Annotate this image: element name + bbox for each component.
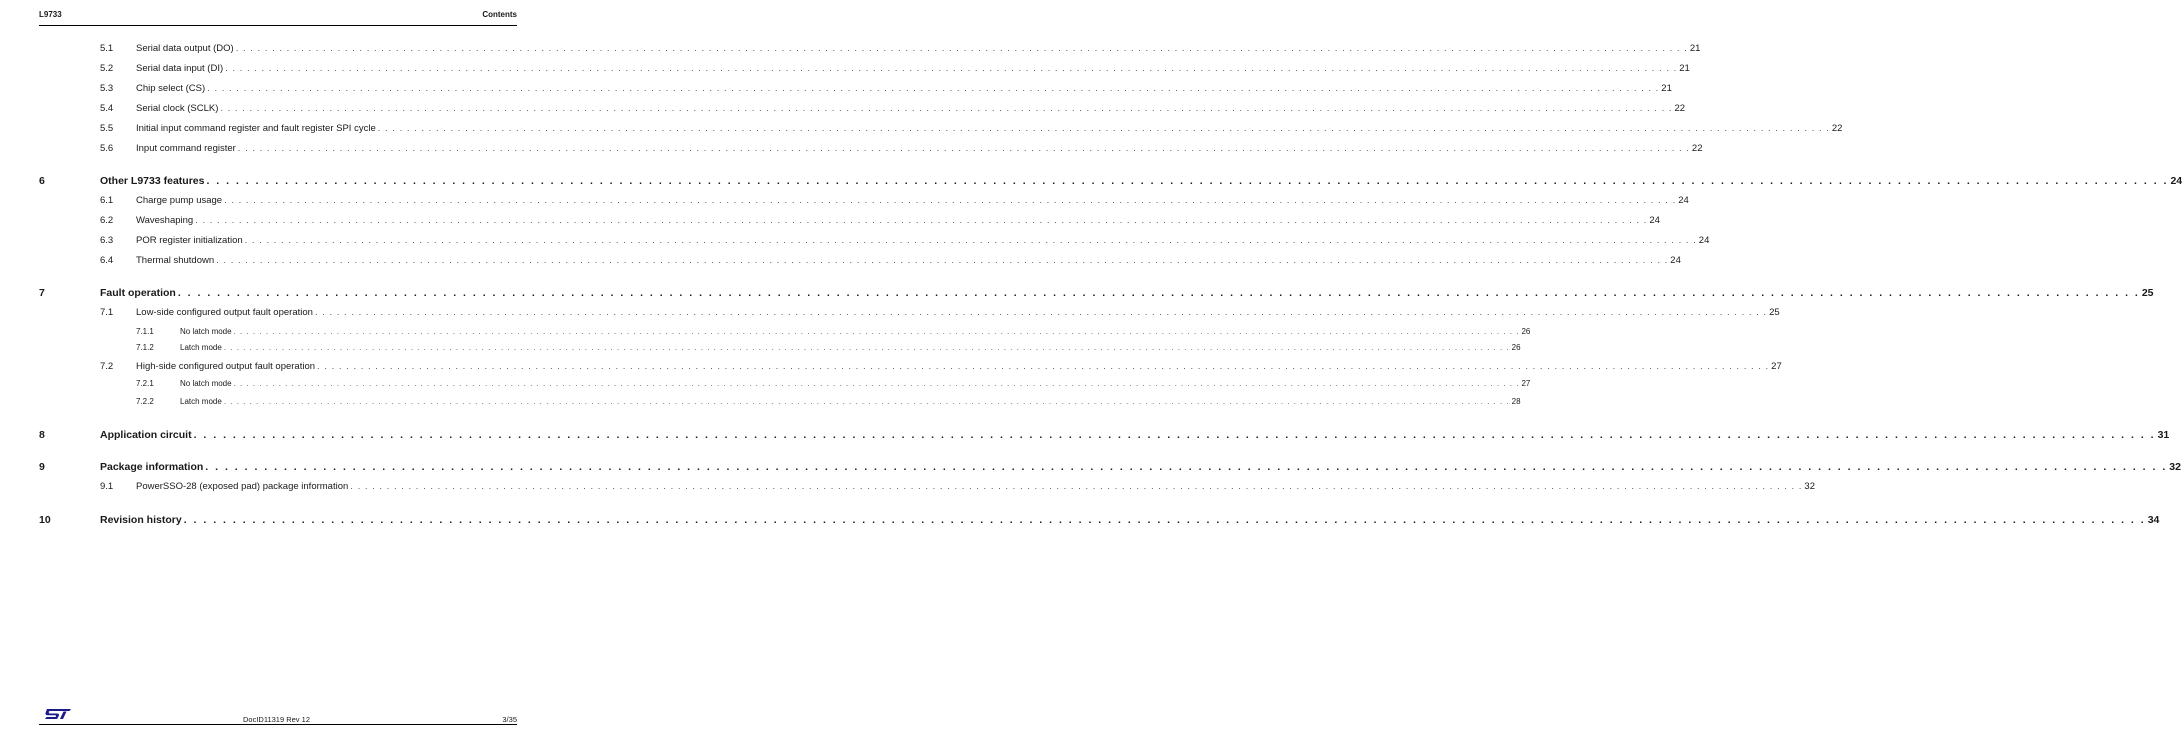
- toc-entry-number: 9.1: [100, 481, 114, 492]
- toc-entry[interactable]: [0, 429, 2170, 443]
- toc-entry-page: 32: [2169, 461, 2181, 473]
- toc-entry-line: [180, 327, 1531, 336]
- toc-entry-title: Application circuit: [100, 429, 192, 441]
- toc-entry-line: [136, 123, 1843, 134]
- toc-entry-page: 25: [2141, 287, 2154, 299]
- toc-entry-number: 7.2: [100, 361, 114, 372]
- toc-entry-line: [100, 429, 2170, 441]
- toc-entry-title: Serial data input (DI): [136, 63, 224, 74]
- toc-entry[interactable]: [0, 514, 2160, 528]
- toc-entry[interactable]: [0, 63, 1690, 77]
- toc-entry-line: [180, 343, 1521, 352]
- toc-leader-dots: . . . . . . . . . . . . . . . . . . . . . . . . . . . . . . . . . . . . . . . . . . . . . . . . . . . . . . . . . . . . . . . . . . . . . . . . . . . . . . . . . . . . . . . . . . . . . . . . . . . . . . . . . . . . . . . . . . . . . . . . . . . . . . . . . . . . . . . . . . . . . . . . . . . . . . . . . . . . . . . . . . . . . . . . . . . . . . . . . . . . . . . . . . . . . . . . . . . . . . . .: [223, 343, 1510, 352]
- toc-entry-title: POR register initialization: [136, 235, 243, 246]
- toc-entry-line: [136, 143, 1703, 154]
- toc-entry-number: 5.1: [100, 43, 114, 54]
- toc-entry-number: 10: [39, 514, 51, 526]
- toc-entry-page: 24: [1649, 215, 1660, 226]
- toc-entry-page: 34: [2147, 514, 2160, 526]
- toc-entry-number: 5.5: [100, 123, 114, 134]
- toc-leader-dots: . . . . . . . . . . . . . . . . . . . . . . . . . . . . . . . . . . . . . . . . . . . . . . . . . . . . . . . . . . . . . . . . . . . . . . . . . . . . . . . . . . . . . . . . . . . . . . . . . . . . . . . . . . . . . . . . . . . . . . . . . . . . . . . . . . . . . . . . . . . . . . . . . . . . . . . . . . . . . . . . . . . . . . . . . . . . . . . . . . . . . . . . . . . . . . . . . . . . . . . .: [317, 361, 1770, 372]
- toc-entry-line: [136, 307, 1780, 318]
- toc-entry-title: Revision history: [100, 514, 182, 526]
- toc-leader-dots: . . . . . . . . . . . . . . . . . . . . . . . . . . . . . . . . . . . . . . . . . . . . . . . . . . . . . . . . . . . . . . . . . . . . . . . . . . . . . . . . . . . . . . . . . . . . . . . . . . . . . . . . . . . . . . . . . . . . . . . . . . . . . . . . . . . . . . . . . . . . . . . . . . . . . . . . . . . . . . . . . . . . . . . . . . . . . . . . . . . . . . . . . . . . . . . . . . . . . . . .: [223, 397, 1510, 406]
- toc-entry[interactable]: [0, 361, 1782, 375]
- document-id: DocID11319 Rev 12: [243, 715, 310, 724]
- toc-entry-page: 21: [1689, 43, 1701, 54]
- toc-entry-number: 8: [39, 429, 45, 441]
- toc-leader-dots: . . . . . . . . . . . . . . . . . . . . . . . . . . . . . . . . . . . . . . . . . . . . . . . . . . . . . . . . . . . . . . . . . . . . . . . . . . . . . . . . . . . . . . . . . . . . . . . . . . . . . . . . . . . . . . . . . . . . . . . . . . . . . . . . . . . . . . . . . . . . . . . . . . . . . . . . . . . . . . . . . . . . . . . . . . . . . . . . . . . . . . . . . . . . . . . . . . . . . . . .: [177, 287, 2140, 299]
- toc-entry-line: [136, 481, 1815, 492]
- toc-entry-page: 24: [1670, 255, 1681, 266]
- toc-leader-dots: . . . . . . . . . . . . . . . . . . . . . . . . . . . . . . . . . . . . . . . . . . . . . . . . . . . . . . . . . . . . . . . . . . . . . . . . . . . . . . . . . . . . . . . . . . . . . . . . . . . . . . . . . . . . . . . . . . . . . . . . . . . . . . . . . . . . . . . . . . . . . . . . . . . . . . . . . . . . . . . . . . . . . . . . . . . . . . . . . . . . . . . . . . . . . . . . . . . . . . . .: [233, 379, 1520, 388]
- toc-entry-page: 27: [1771, 361, 1782, 372]
- toc-entry-page: 22: [1831, 123, 1843, 134]
- toc-entry-number: 9: [39, 461, 45, 473]
- toc-entry-page: 22: [1674, 103, 1686, 114]
- toc-leader-dots: . . . . . . . . . . . . . . . . . . . . . . . . . . . . . . . . . . . . . . . . . . . . . . . . . . . . . . . . . . . . . . . . . . . . . . . . . . . . . . . . . . . . . . . . . . . . . . . . . . . . . . . . . . . . . . . . . . . . . . . . . . . . . . . . . . . . . . . . . . . . . . . . . . . . . . . . . . . . . . . . . . . . . . . . . . . . . . . . . . . . . . . . . . . . . . . . . . . . . . . .: [193, 429, 2156, 441]
- toc-leader-dots: . . . . . . . . . . . . . . . . . . . . . . . . . . . . . . . . . . . . . . . . . . . . . . . . . . . . . . . . . . . . . . . . . . . . . . . . . . . . . . . . . . . . . . . . . . . . . . . . . . . . . . . . . . . . . . . . . . . . . . . . . . . . . . . . . . . . . . . . . . . . . . . . . . . . . . . . . . . . . . . . . . . . . . . . . . . . . . . . . . . . . . . . . . . . . . . . . . . . . . . .: [216, 255, 1669, 266]
- toc-entry-title: Package information: [100, 461, 204, 473]
- toc-leader-dots: . . . . . . . . . . . . . . . . . . . . . . . . . . . . . . . . . . . . . . . . . . . . . . . . . . . . . . . . . . . . . . . . . . . . . . . . . . . . . . . . . . . . . . . . . . . . . . . . . . . . . . . . . . . . . . . . . . . . . . . . . . . . . . . . . . . . . . . . . . . . . . . . . . . . . . . . . . . . . . . . . . . . . . . . . . . . . . . . . . . . . . . . . . . . . . . . . . . . . . . .: [235, 43, 1688, 54]
- toc-entry-line: [100, 287, 2154, 299]
- toc-entry-title: Thermal shutdown: [136, 255, 215, 266]
- toc-entry-number: 6.2: [100, 215, 114, 226]
- toc-entry-number: 7.2.2: [136, 397, 154, 406]
- toc-entry-title: Charge pump usage: [136, 195, 223, 206]
- toc-entry-line: [180, 397, 1521, 406]
- toc-entry-title: Serial clock (SCLK): [136, 103, 219, 114]
- toc-entry-title: No latch mode: [180, 327, 232, 336]
- toc-entry[interactable]: [0, 103, 1686, 117]
- header-divider: [39, 25, 517, 26]
- document-code: L9733: [39, 10, 62, 19]
- toc-entry-title: Initial input command register and fault register SPI cycle: [136, 123, 376, 134]
- toc-leader-dots: . . . . . . . . . . . . . . . . . . . . . . . . . . . . . . . . . . . . . . . . . . . . . . . . . . . . . . . . . . . . . . . . . . . . . . . . . . . . . . . . . . . . . . . . . . . . . . . . . . . . . . . . . . . . . . . . . . . . . . . . . . . . . . . . . . . . . . . . . . . . . . . . . . . . . . . . . . . . . . . . . . . . . . . . . . . . . . . . . . . . . . . . . . . . . . . . . . . . . . . .: [225, 63, 1678, 74]
- toc-entry-title: High-side configured output fault operation: [136, 361, 316, 372]
- toc-leader-dots: . . . . . . . . . . . . . . . . . . . . . . . . . . . . . . . . . . . . . . . . . . . . . . . . . . . . . . . . . . . . . . . . . . . . . . . . . . . . . . . . . . . . . . . . . . . . . . . . . . . . . . . . . . . . . . . . . . . . . . . . . . . . . . . . . . . . . . . . . . . . . . . . . . . . . . . . . . . . . . . . . . . . . . . . . . . . . . . . . . . . . . . . . . . . . . . . . . . . . . . .: [207, 83, 1660, 94]
- toc-entry-page: 32: [1804, 481, 1815, 492]
- toc-leader-dots: . . . . . . . . . . . . . . . . . . . . . . . . . . . . . . . . . . . . . . . . . . . . . . . . . . . . . . . . . . . . . . . . . . . . . . . . . . . . . . . . . . . . . . . . . . . . . . . . . . . . . . . . . . . . . . . . . . . . . . . . . . . . . . . . . . . . . . . . . . . . . . . . . . . . . . . . . . . . . . . . . . . . . . . . . . . . . . . . . . . . . . . . . . . . . . . . . . . . . . . .: [183, 514, 2146, 526]
- toc-entry-number: 7.1.2: [136, 343, 154, 352]
- toc-entry-title: Fault operation: [100, 287, 176, 299]
- toc-entry-line: [136, 255, 1681, 266]
- toc-entry-number: 6.3: [100, 235, 114, 246]
- toc-entry-title: Chip select (CS): [136, 83, 206, 94]
- toc-entry-number: 6.4: [100, 255, 114, 266]
- toc-leader-dots: . . . . . . . . . . . . . . . . . . . . . . . . . . . . . . . . . . . . . . . . . . . . . . . . . . . . . . . . . . . . . . . . . . . . . . . . . . . . . . . . . . . . . . . . . . . . . . . . . . . . . . . . . . . . . . . . . . . . . . . . . . . . . . . . . . . . . . . . . . . . . . . . . . . . . . . . . . . . . . . . . . . . . . . . . . . . . . . . . . . . . . . . . . . . . . . . . . . . . . . .: [195, 215, 1648, 226]
- toc-entry[interactable]: [0, 235, 1710, 249]
- toc-entry-number: 7.2.1: [136, 379, 154, 388]
- toc-entry[interactable]: [0, 379, 1531, 393]
- toc-entry-number: 6.1: [100, 195, 114, 206]
- toc-entry-title: Latch mode: [180, 397, 222, 406]
- toc-leader-dots: . . . . . . . . . . . . . . . . . . . . . . . . . . . . . . . . . . . . . . . . . . . . . . . . . . . . . . . . . . . . . . . . . . . . . . . . . . . . . . . . . . . . . . . . . . . . . . . . . . . . . . . . . . . . . . . . . . . . . . . . . . . . . . . . . . . . . . . . . . . . . . . . . . . . . . . . . . . . . . . . . . . . . . . . . . . . . . . . . . . . . . . . . . . . . . . . . . . . . . . .: [220, 103, 1673, 114]
- toc-entry-line: [136, 195, 1689, 206]
- toc-entry-page: 27: [1521, 379, 1531, 388]
- toc-entry-title: PowerSSO-28 (exposed pad) package information: [136, 481, 349, 492]
- toc-entry[interactable]: [0, 83, 1672, 97]
- toc-entry-number: 5.2: [100, 63, 114, 74]
- section-title: Contents: [482, 10, 517, 19]
- toc-entry-page: 22: [1691, 143, 1703, 154]
- toc-leader-dots: . . . . . . . . . . . . . . . . . . . . . . . . . . . . . . . . . . . . . . . . . . . . . . . . . . . . . . . . . . . . . . . . . . . . . . . . . . . . . . . . . . . . . . . . . . . . . . . . . . . . . . . . . . . . . . . . . . . . . . . . . . . . . . . . . . . . . . . . . . . . . . . . . . . . . . . . . . . . . . . . . . . . . . . . . . . . . . . . . . . . . . . . . . . . . . . . . . . . . . . .: [206, 175, 2169, 187]
- toc-leader-dots: . . . . . . . . . . . . . . . . . . . . . . . . . . . . . . . . . . . . . . . . . . . . . . . . . . . . . . . . . . . . . . . . . . . . . . . . . . . . . . . . . . . . . . . . . . . . . . . . . . . . . . . . . . . . . . . . . . . . . . . . . . . . . . . . . . . . . . . . . . . . . . . . . . . . . . . . . . . . . . . . . . . . . . . . . . . . . . . . . . . . . . . . . . . . . . . . . . . . . . . .: [244, 235, 1697, 246]
- toc-leader-dots: . . . . . . . . . . . . . . . . . . . . . . . . . . . . . . . . . . . . . . . . . . . . . . . . . . . . . . . . . . . . . . . . . . . . . . . . . . . . . . . . . . . . . . . . . . . . . . . . . . . . . . . . . . . . . . . . . . . . . . . . . . . . . . . . . . . . . . . . . . . . . . . . . . . . . . . . . . . . . . . . . . . . . . . . . . . . . . . . . . . . . . . . . . . . . . . . . . . . . . . .: [224, 195, 1677, 206]
- toc-leader-dots: . . . . . . . . . . . . . . . . . . . . . . . . . . . . . . . . . . . . . . . . . . . . . . . . . . . . . . . . . . . . . . . . . . . . . . . . . . . . . . . . . . . . . . . . . . . . . . . . . . . . . . . . . . . . . . . . . . . . . . . . . . . . . . . . . . . . . . . . . . . . . . . . . . . . . . . . . . . . . . . . . . . . . . . . . . . . . . . . . . . . . . . . . . . . . . . . . . . . . . . .: [314, 307, 1768, 318]
- toc-entry-page: 24: [2170, 175, 2182, 187]
- toc-entry-title: Serial data output (DO): [136, 43, 234, 54]
- toc-entry[interactable]: [0, 215, 1660, 229]
- page-number: 3/35: [502, 715, 517, 724]
- toc-entry[interactable]: [0, 195, 1689, 209]
- toc-leader-dots: . . . . . . . . . . . . . . . . . . . . . . . . . . . . . . . . . . . . . . . . . . . . . . . . . . . . . . . . . . . . . . . . . . . . . . . . . . . . . . . . . . . . . . . . . . . . . . . . . . . . . . . . . . . . . . . . . . . . . . . . . . . . . . . . . . . . . . . . . . . . . . . . . . . . . . . . . . . . . . . . . . . . . . . . . . . . . . . . . . . . . . . . . . . . . . . . . . . . . . . .: [205, 461, 2168, 473]
- toc-entry-line: [136, 235, 1710, 246]
- toc-entry[interactable]: [0, 481, 1815, 495]
- toc-leader-dots: . . . . . . . . . . . . . . . . . . . . . . . . . . . . . . . . . . . . . . . . . . . . . . . . . . . . . . . . . . . . . . . . . . . . . . . . . . . . . . . . . . . . . . . . . . . . . . . . . . . . . . . . . . . . . . . . . . . . . . . . . . . . . . . . . . . . . . . . . . . . . . . . . . . . . . . . . . . . . . . . . . . . . . . . . . . . . . . . . . . . . . . . . . . . . . . . . . . . . . . .: [237, 143, 1690, 154]
- toc-entry-title: Waveshaping: [136, 215, 194, 226]
- toc-leader-dots: . . . . . . . . . . . . . . . . . . . . . . . . . . . . . . . . . . . . . . . . . . . . . . . . . . . . . . . . . . . . . . . . . . . . . . . . . . . . . . . . . . . . . . . . . . . . . . . . . . . . . . . . . . . . . . . . . . . . . . . . . . . . . . . . . . . . . . . . . . . . . . . . . . . . . . . . . . . . . . . . . . . . . . . . . . . . . . . . . . . . . . . . . . . . . . . . . . . . . . . .: [233, 327, 1520, 336]
- toc-entry-line: [100, 461, 2181, 473]
- toc-entry[interactable]: [0, 461, 2181, 475]
- footer-divider: [39, 724, 517, 725]
- toc-entry-page: 26: [1521, 327, 1531, 336]
- toc-entry-line: [136, 103, 1686, 114]
- toc-entry-number: 7: [39, 287, 45, 299]
- toc-entry-line: [180, 379, 1531, 388]
- toc-entry-number: 7.1.1: [136, 327, 154, 336]
- toc-leader-dots: . . . . . . . . . . . . . . . . . . . . . . . . . . . . . . . . . . . . . . . . . . . . . . . . . . . . . . . . . . . . . . . . . . . . . . . . . . . . . . . . . . . . . . . . . . . . . . . . . . . . . . . . . . . . . . . . . . . . . . . . . . . . . . . . . . . . . . . . . . . . . . . . . . . . . . . . . . . . . . . . . . . . . . . . . . . . . . . . . . . . . . . . . . . . . . . . . . . . . . . .: [350, 481, 1803, 492]
- toc-entry-page: 21: [1679, 63, 1690, 74]
- toc-entry-title: Other L9733 features: [100, 175, 205, 187]
- toc-entry-number: 5.4: [100, 103, 114, 114]
- toc-entry[interactable]: [0, 123, 1843, 137]
- toc-entry-title: Input command register: [136, 143, 236, 154]
- toc-entry-page: 26: [1511, 343, 1521, 352]
- toc-entry[interactable]: [0, 255, 1681, 269]
- toc-entry[interactable]: [0, 397, 1521, 411]
- toc-entry[interactable]: [0, 307, 1780, 321]
- toc-entry[interactable]: [0, 43, 1701, 57]
- toc-entry-number: 7.1: [100, 307, 114, 318]
- toc-entry-page: 25: [1769, 307, 1780, 318]
- toc-entry-line: [136, 43, 1701, 54]
- toc-entry-line: [100, 175, 2182, 187]
- toc-entry-line: [136, 83, 1672, 94]
- toc-entry[interactable]: [0, 143, 1703, 157]
- toc-entry-page: 28: [1511, 397, 1521, 406]
- toc-entry[interactable]: [0, 327, 1531, 341]
- toc-entry-title: Low-side configured output fault operation: [136, 307, 313, 318]
- toc-entry-line: [100, 514, 2160, 526]
- toc-leader-dots: . . . . . . . . . . . . . . . . . . . . . . . . . . . . . . . . . . . . . . . . . . . . . . . . . . . . . . . . . . . . . . . . . . . . . . . . . . . . . . . . . . . . . . . . . . . . . . . . . . . . . . . . . . . . . . . . . . . . . . . . . . . . . . . . . . . . . . . . . . . . . . . . . . . . . . . . . . . . . . . . . . . . . . . . . . . . . . . . . . . . . . . . . . . . . . . . . . . . . . . .: [377, 123, 1830, 134]
- toc-entry-number: 5.6: [100, 143, 114, 154]
- toc-entry-number: 5.3: [100, 83, 114, 94]
- toc-entry-line: [136, 361, 1782, 372]
- toc-entry-page: 31: [2157, 429, 2170, 441]
- toc-entry[interactable]: [0, 343, 1521, 357]
- toc-entry-page: 24: [1678, 195, 1689, 206]
- toc-entry-title: Latch mode: [180, 343, 222, 352]
- toc-entry-title: No latch mode: [180, 379, 232, 388]
- toc-entry[interactable]: [0, 287, 2154, 301]
- toc-entry[interactable]: [0, 175, 2182, 189]
- toc-entry-line: [136, 63, 1690, 74]
- toc-entry-page: 21: [1661, 83, 1672, 94]
- toc-entry-number: 6: [39, 175, 45, 187]
- toc-entry-line: [136, 215, 1660, 226]
- toc-entry-page: 24: [1698, 235, 1710, 246]
